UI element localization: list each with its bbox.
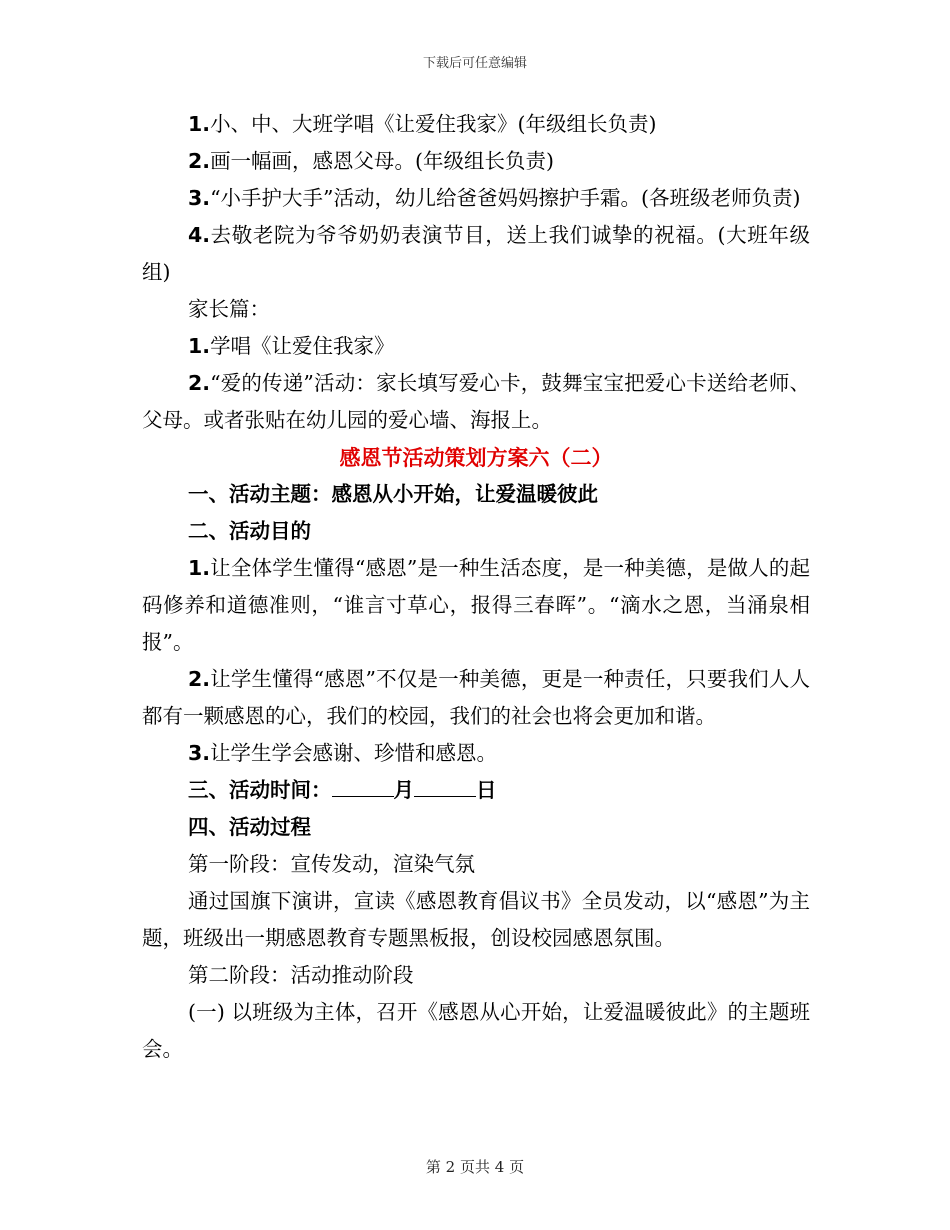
paragraph-text: 小、中、大班学唱《让爱住我家》(年级组长负责): [210, 112, 657, 136]
item-number: 1.: [188, 334, 211, 358]
heading-time: [142, 772, 810, 809]
paragraph: [142, 365, 810, 439]
day-blank: [414, 774, 476, 797]
heading-purpose: 二、活动目的: [188, 519, 311, 543]
month-blank: [332, 774, 394, 797]
paragraph: [142, 735, 810, 772]
item-number: 2.: [188, 667, 211, 691]
document-body: [142, 106, 810, 1068]
paragraph: [142, 180, 810, 217]
item-number: 4.: [188, 223, 211, 247]
paragraph-text: “爱的传递”活动：家长填写爱心卡，鼓舞宝宝把爱心卡送给老师、父母。或者张贴在幼儿园的爱心墙、海报上。: [142, 371, 810, 432]
paragraph: [142, 106, 810, 143]
item-number: 1.: [188, 112, 211, 136]
heading-process: 四、活动过程: [188, 815, 311, 839]
item-number: 1.: [188, 556, 211, 580]
page-footer: 第 2 页共 4 页: [425, 1158, 525, 1176]
stage-heading: 第一阶段：宣传发动，渲染气氛: [188, 852, 475, 876]
parents-heading: 家长篇：: [188, 297, 270, 321]
paragraph: 通过国旗下演讲，宣读《感恩教育倡议书》全员发动，以“感恩”为主题，班级出一期感恩教育专题黑板报，创设校园感恩氛围。: [142, 889, 810, 950]
item-number: 3.: [188, 186, 211, 210]
heading-theme: 一、活动主题：感恩从小开始，让爱温暖彼此: [188, 482, 598, 506]
item-number: 3.: [188, 741, 211, 765]
paragraph-text: 学唱《让爱住我家》: [210, 334, 395, 358]
paragraph-text: “小手护大手”活动，幼儿给爸爸妈妈擦护手霜。(各班级老师负责): [210, 186, 801, 210]
page-header: 下载后可任意编辑: [422, 56, 527, 71]
paragraph: [142, 328, 810, 365]
paragraph-text: 画一幅画，感恩父母。(年级组长负责): [210, 149, 555, 173]
paragraph: (一) 以班级为主体，召开《感恩从心开始，让爱温暖彼此》的主题班会。: [142, 1000, 810, 1061]
day-label: 日: [476, 778, 497, 802]
stage-heading: 第二阶段：活动推动阶段: [188, 963, 414, 987]
item-number: 2.: [188, 371, 211, 395]
paragraph-text: 让学生懂得“感恩”不仅是一种美德，更是一种责任，只要我们人人都有一颗感恩的心，我们的校园，我们的社会也将会更加和谐。: [142, 667, 810, 728]
paragraph-text: 让学生学会感谢、珍惜和感恩。: [210, 741, 498, 765]
paragraph: [142, 217, 810, 291]
month-label: 月: [393, 778, 414, 802]
item-number: 2.: [188, 149, 211, 173]
paragraph: [142, 661, 810, 735]
paragraph: [142, 143, 810, 180]
paragraph: [142, 550, 810, 661]
paragraph-text: 去敬老院为爷爷奶奶表演节目，送上我们诚挚的祝福。(大班年级组): [142, 223, 810, 284]
section-title: 感恩节活动策划方案六（二）: [339, 445, 613, 470]
paragraph-text: 让全体学生懂得“感恩”是一种生活态度，是一种美德，是做人的起码修养和道德准则，“谁言寸草心，报得三春晖”。“滴水之恩，当涌泉相报”。: [142, 556, 810, 654]
time-label: 三、活动时间：: [188, 778, 332, 802]
